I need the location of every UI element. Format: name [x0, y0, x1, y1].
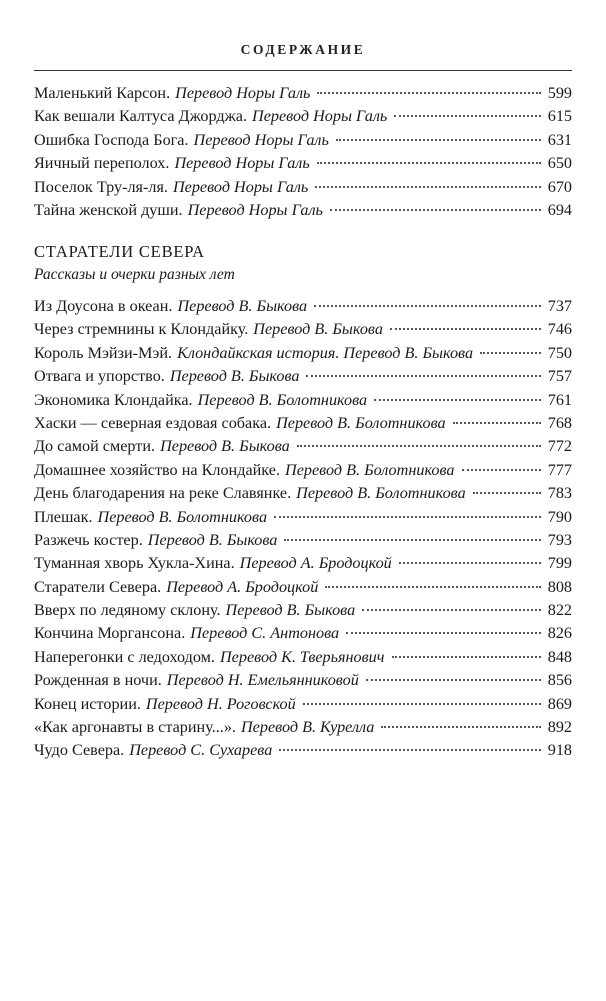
- entry-title: Вверх по ледяному склону.: [34, 601, 221, 620]
- dot-leader: [366, 679, 541, 681]
- entry-title: Отвага и упорство.: [34, 367, 165, 386]
- entry-title: Разжечь костер.: [34, 530, 143, 549]
- toc-entry: [34, 648, 572, 671]
- toc-entry: [34, 671, 572, 694]
- entry-page-number: 783: [547, 484, 572, 503]
- entry-page-number: 599: [547, 84, 572, 102]
- dot-leader: [480, 352, 541, 354]
- dot-leader: [346, 632, 541, 634]
- toc-entry: [34, 601, 572, 624]
- toc-entry: [34, 131, 572, 154]
- dot-leader: [453, 422, 541, 424]
- entry-translator: Перевод Норы Галь: [175, 84, 311, 102]
- entry-translator: Перевод В. Болотникова: [285, 460, 455, 479]
- entry-title: До самой смерти.: [34, 437, 156, 456]
- entry-translator: Перевод Н. Роговской: [145, 694, 296, 713]
- entry-page-number: 799: [547, 554, 572, 573]
- entry-page-number: 631: [547, 130, 572, 149]
- entry-title: Хаски — северная ездовая собака.: [34, 413, 272, 432]
- dot-leader: [330, 209, 541, 211]
- entry-title: Домашнее хозяйство на Клондайке.: [34, 460, 280, 479]
- dot-leader: [399, 562, 541, 564]
- entry-page-number: 918: [547, 741, 572, 760]
- dot-leader: [297, 445, 541, 447]
- toc-list-novellas: [34, 84, 572, 224]
- entry-title: Наперегонки с ледоходом.: [34, 647, 215, 666]
- entry-page-number: 808: [547, 577, 572, 596]
- entry-translator: Перевод А. Бродоцкой: [239, 554, 392, 573]
- entry-title: Экономика Клондайка.: [34, 390, 193, 409]
- entry-title: «Как аргонавты в старину...».: [34, 718, 236, 737]
- entry-page-number: 848: [547, 647, 572, 666]
- entry-title: День благодарения на реке Славянке.: [34, 484, 292, 503]
- entry-page-number: 822: [547, 601, 572, 620]
- entry-translator: Перевод Норы Галь: [174, 154, 310, 173]
- entry-page-number: 826: [547, 624, 572, 643]
- toc-list-stories: [34, 297, 572, 765]
- dot-leader: [317, 162, 541, 164]
- dot-leader: [306, 375, 540, 377]
- toc-entry: [34, 554, 572, 577]
- toc-entry: [34, 437, 572, 460]
- toc-entry: [34, 741, 572, 764]
- entry-page-number: 670: [547, 177, 572, 196]
- entry-title: Рожденная в ночи.: [34, 671, 162, 690]
- entry-title: Плешак.: [34, 507, 93, 526]
- dot-leader: [394, 115, 540, 117]
- toc-entry: [34, 367, 572, 390]
- entry-page-number: 793: [547, 530, 572, 549]
- dot-leader: [374, 399, 541, 401]
- entry-translator: Перевод Норы Галь: [187, 200, 323, 219]
- entry-title: Из Доусона в океан.: [34, 297, 173, 315]
- entry-page-number: 761: [547, 390, 572, 409]
- dot-leader: [362, 609, 541, 611]
- entry-page-number: 869: [547, 694, 572, 713]
- entry-page-number: 856: [547, 671, 572, 690]
- toc-entry: [34, 718, 572, 741]
- section-title: СТАРАТЕЛИ СЕВЕРА: [34, 242, 205, 261]
- toc-entry: [34, 624, 572, 647]
- entry-title: Поселок Тру-ля-ля.: [34, 177, 168, 196]
- entry-translator: Перевод С. Антонова: [190, 624, 340, 643]
- entry-page-number: 615: [547, 107, 572, 126]
- entry-translator: Перевод В. Болотникова: [276, 413, 446, 432]
- dot-leader: [314, 305, 541, 307]
- entry-page-number: 777: [547, 460, 572, 479]
- entry-translator: Перевод Норы Галь: [252, 107, 388, 126]
- toc-entry: [34, 84, 572, 107]
- toc-entry: [34, 201, 572, 224]
- entry-title: Ошибка Господа Бога.: [34, 130, 189, 149]
- entry-title: Туманная хворь Хукла-Хина.: [34, 554, 235, 573]
- entry-title: Тайна женской души.: [34, 200, 183, 219]
- entry-page-number: 694: [547, 200, 572, 219]
- toc-entry: [34, 695, 572, 718]
- entry-translator: Перевод Н. Емельянниковой: [166, 671, 359, 690]
- dot-leader: [462, 469, 541, 471]
- dot-leader: [274, 516, 541, 518]
- entry-title: Маленький Карсон.: [34, 84, 171, 102]
- dot-leader: [325, 586, 540, 588]
- entry-translator: Перевод В. Болотникова: [197, 390, 368, 409]
- dot-leader: [381, 726, 540, 728]
- entry-page-number: 757: [547, 367, 572, 386]
- toc-entry: [34, 178, 572, 201]
- entry-page-number: 892: [547, 718, 572, 737]
- toc-entry: [34, 508, 572, 531]
- entry-translator: Перевод В. Быкова: [169, 367, 300, 386]
- entry-page-number: 768: [547, 413, 572, 432]
- entry-translator: Перевод А. Бродоцкой: [166, 577, 319, 596]
- entry-translator: Перевод С. Сухарева: [129, 741, 273, 760]
- toc-entry: [34, 414, 572, 437]
- entry-page-number: 790: [547, 507, 572, 526]
- section-subtitle: Рассказы и очерки разных лет: [34, 266, 235, 283]
- dot-leader: [473, 492, 541, 494]
- header-rule: [34, 70, 572, 71]
- entry-translator: Перевод В. Быкова: [160, 437, 290, 456]
- entry-title: Через стремнины к Клондайку.: [34, 320, 249, 339]
- entry-title: Чудо Севера.: [34, 741, 125, 760]
- dot-leader: [303, 703, 541, 705]
- toc-entry: [34, 578, 572, 601]
- entry-translator: Перевод В. Быкова: [147, 530, 278, 549]
- dot-leader: [336, 139, 541, 141]
- toc-entry: [34, 461, 572, 484]
- entry-title: Король Мэйзи-Мэй.: [34, 343, 173, 362]
- entry-translator: Перевод В. Быкова: [253, 320, 383, 339]
- dot-leader: [317, 92, 540, 94]
- page-header: СОДЕРЖАНИЕ: [240, 42, 366, 57]
- toc-entry: [34, 484, 572, 507]
- toc-entry: [34, 297, 572, 320]
- dot-leader: [315, 186, 540, 188]
- toc-entry: [34, 391, 572, 414]
- toc-entry: [34, 344, 572, 367]
- entry-title: Яичный переполох.: [34, 154, 170, 173]
- entry-page-number: 750: [547, 343, 572, 362]
- toc-entry: [34, 320, 572, 343]
- entry-translator: Перевод В. Быкова: [177, 297, 308, 315]
- dot-leader: [390, 328, 541, 330]
- entry-translator: Перевод Норы Галь: [193, 130, 329, 149]
- entry-title: Кончина Моргансона.: [34, 624, 186, 643]
- entry-page-number: 650: [547, 154, 572, 173]
- dot-leader: [284, 539, 540, 541]
- entry-title: Старатели Севера.: [34, 577, 162, 596]
- entry-page-number: 746: [547, 320, 572, 339]
- entry-translator: Перевод К. Тверьянович: [219, 647, 385, 666]
- toc-entry: [34, 531, 572, 554]
- entry-page-number: 772: [547, 437, 572, 456]
- entry-translator: Перевод Норы Галь: [172, 177, 309, 196]
- dot-leader: [279, 749, 540, 751]
- entry-translator: Перевод В. Болотникова: [296, 484, 466, 503]
- entry-translator: Перевод В. Болотникова: [97, 507, 268, 526]
- toc-entry: [34, 107, 572, 130]
- entry-title: Как вешали Калтуса Джорджа.: [34, 107, 247, 126]
- entry-translator: Клондайкская история. Перевод В. Быкова: [177, 343, 474, 362]
- entry-translator: Перевод В. Курелла: [240, 718, 375, 737]
- entry-page-number: 737: [547, 297, 572, 315]
- toc-entry: [34, 154, 572, 177]
- dot-leader: [392, 656, 541, 658]
- entry-title: Конец истории.: [34, 694, 141, 713]
- entry-translator: Перевод В. Быкова: [225, 601, 356, 620]
